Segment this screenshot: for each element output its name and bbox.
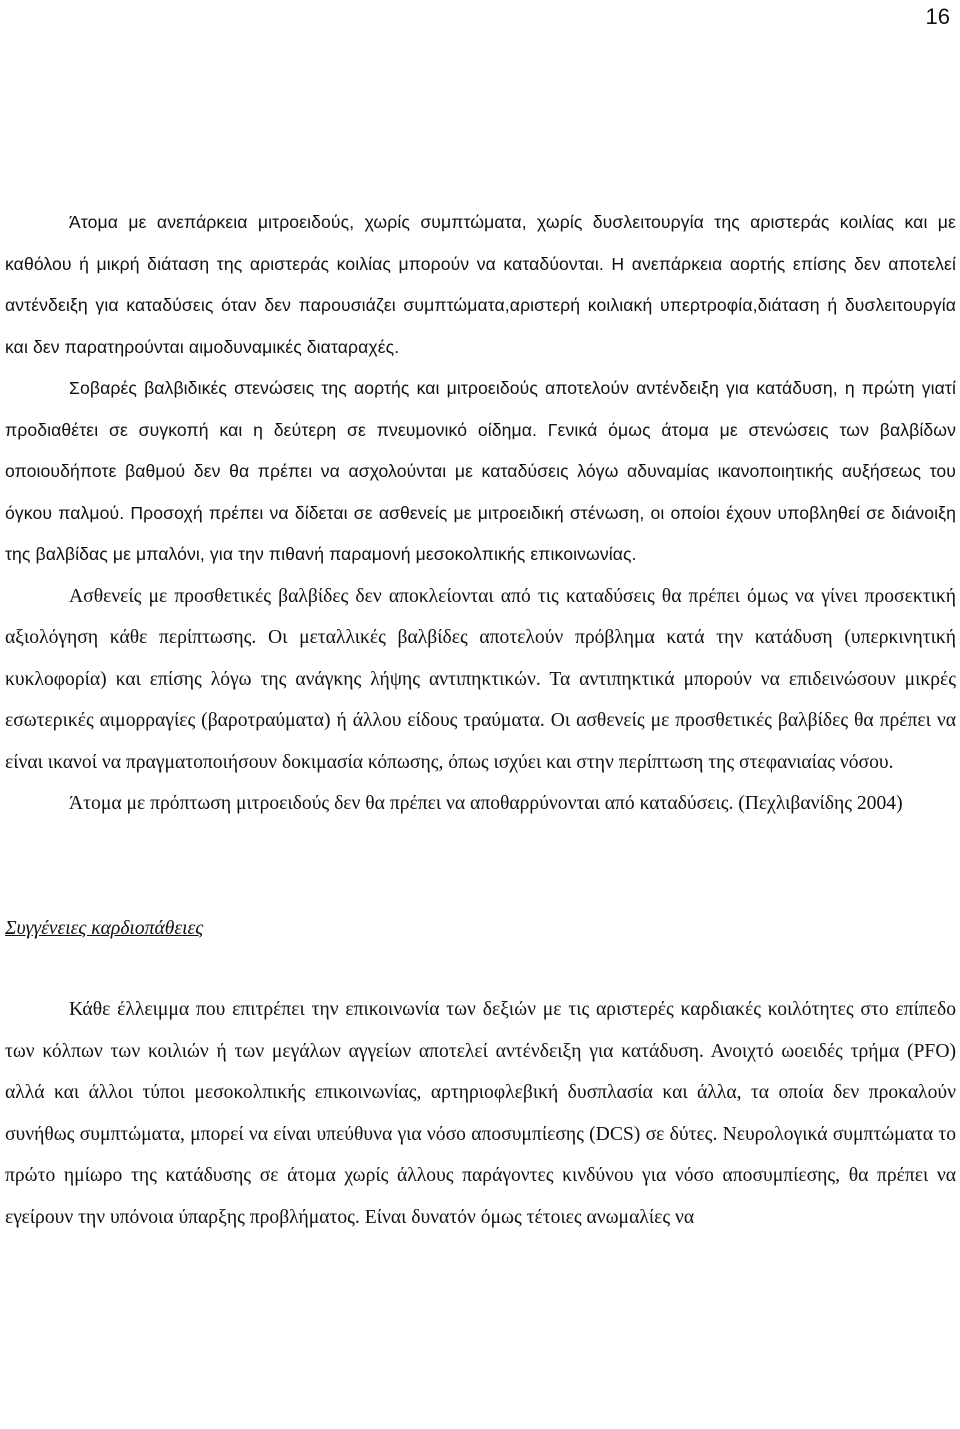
- paragraph-congenital-defects: Κάθε έλλειμμα που επιτρέπει την επικοινωνία των δεξιών με τις αριστερές καρδιακές κοιλότητες στο επίπεδο των κόλπων των κοιλιών ή των μεγάλων αγγείων αποτελεί αντένδειξη για κατάδυση. Ανοιχτό ωοειδές τρήμα (PFO) αλλά και άλλοι τύποι μεσοκολπικής επικοινωνίας, αρτηριοφλεβική δυσπλασία και άλλα, τα οποία δεν προκαλούν συνήθως συμπτώματα, μπορεί να είναι υπεύθυνα για νόσο αποσυμπίεσης (DCS) σε δύτες. Νευρολογικά συμπτώματα το πρώτο ημίωρο της κατάδυσης σε άτομα χωρίς άλλους παράγοντες κινδύνου για νόσο αποσυμπίεσης, θα πρέπει να εγείρουν την υπόνοια ύπαρξης προβλήματος. Είναι δυνατόν όμως τέτοιες ανωμαλίες να: [5, 999, 956, 1228]
- page-number: 16: [925, 4, 950, 29]
- document-body: [5, 202, 956, 1238]
- section-heading-congenital-heart-disease: Συγγένειες καρδιοπάθειες: [5, 917, 204, 939]
- paragraph-prosthetic-valves: Ασθενείς με προσθετικές βαλβίδες δεν αποκλείονται από τις καταδύσεις θα πρέπει όμως να γίνει προσεκτική αξιολόγηση κάθε περίπτωσης. Οι μεταλλικές βαλβίδες αποτελούν πρόβλημα κατά την κατάδυση (υπερκινητική κυκλοφορία) και επίσης λόγω της ανάγκης λήψης αντιπηκτικών. Τα αντιπηκτικά μπορούν να επιδεινώσουν μικρές εσωτερικές αιμορραγίες (βαροτραύματα) ή άλλου είδους τραύματα. Οι ασθενείς με προσθετικές βαλβίδες θα πρέπει να είναι ικανοί να πραγματοποιήσουν δοκιμασία κόπωσης, όπως ισχύει και στην περίπτωση της στεφανιαίας νόσου.: [5, 585, 956, 773]
- paragraph-mitral-prolapse: Άτομα με πρόπτωση μιτροειδούς δεν θα πρέπει να αποθαρρύνονται από καταδύσεις. (Πεχλιβανίδης 2004): [69, 793, 903, 814]
- paragraph-valvular-stenosis: Σοβαρές βαλβιδικές στενώσεις της αορτής και μιτροειδούς αποτελούν αντένδειξη για κατάδυση, η πρώτη γιατί προδιαθέτει σε συγκοπή και η δεύτερη σε πνευμονικό οίδημα. Γενικά όμως άτομα με στενώσεις των βαλβίδων οποιουδήποτε βαθμού δεν θα πρέπει να ασχολούνται με καταδύσεις λόγω αδυναμίας ικανοποιητικής αυξήσεως του όγκου παλμού. Προσοχή πρέπει να δίδεται σε ασθενείς με μιτροειδική στένωση, οι οποίοι έχουν υποβληθεί σε διάνοιξη της βαλβίδας με μπαλόνι, για την πιθανή παραμονή μεσοκολπικής επικοινωνίας.: [5, 378, 956, 564]
- paragraph-mitral-aortic-insufficiency: Άτομα με ανεπάρκεια μιτροειδούς, χωρίς συμπτώματα, χωρίς δυσλειτουργία της αριστεράς κοιλίας και με καθόλου ή μικρή διάταση της αριστεράς κοιλίας μπορούν να καταδύονται. Η ανεπάρκεια αορτής επίσης δεν αποτελεί αντένδειξη για καταδύσεις όταν δεν παρουσιάζει συμπτώματα,αριστερή κοιλιακή υπερτροφία,διάταση ή δυσλειτουργία και δεν παρατηρούνται αιμοδυναμικές διαταραχές.: [5, 212, 956, 357]
